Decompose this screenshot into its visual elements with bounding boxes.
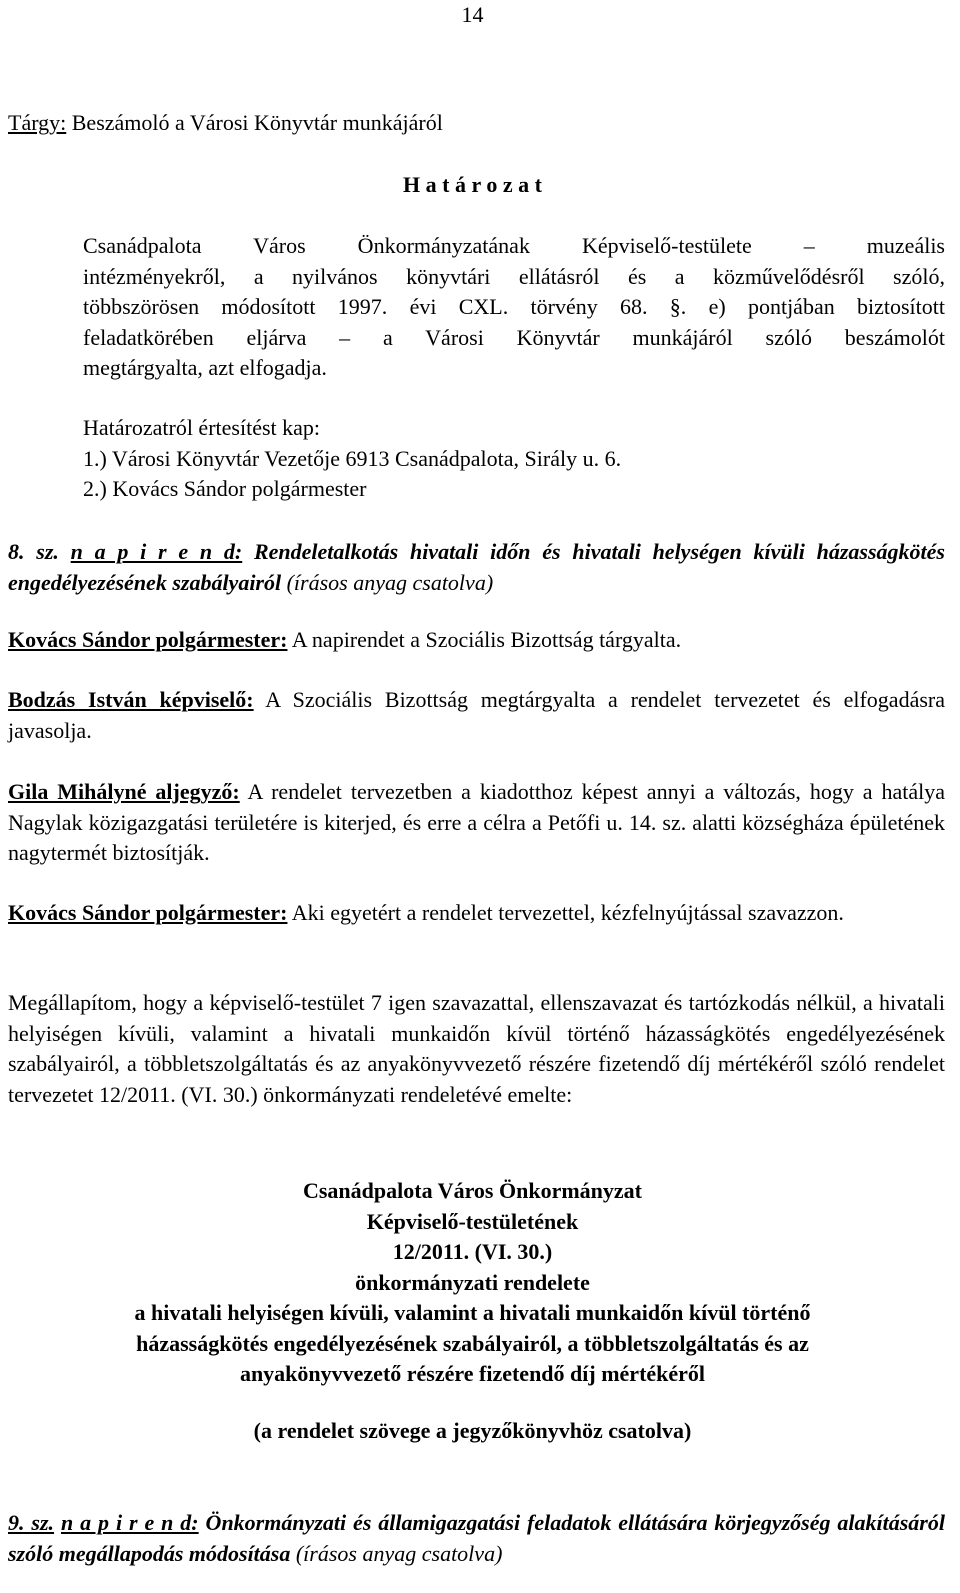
speaker-statement (8, 777, 945, 869)
decree-line: Csanádpalota Város Önkormányzat (302, 1178, 642, 1203)
speaker-text: Aki egyetért a rendelet tervezettel, kézfelnyújtással szavazzon. (287, 900, 844, 925)
speaker-name: Kovács Sándor polgármester: (8, 900, 288, 925)
decree-line: Képviselő-testületének (366, 1208, 579, 1234)
speaker-statement (8, 685, 945, 746)
decree-line: a hivatali helyiségen kívüli, valamint a hivatali munkaidőn kívül történő (134, 1300, 811, 1325)
decree-line: 12/2011. (VI. 30.) (392, 1239, 553, 1264)
agenda-label: n a p i r e n d: (70, 539, 243, 564)
agenda-number: 8. sz. (8, 539, 71, 564)
speaker-text: A rendelet tervezetben a kiadotthoz képest annyi a változás, hogy a hatálya Nagylak közigazgatási területére is kiterjed, és erre a célra a Petőfi u. 14. sz. alatti községháza épületének nagytermét biztosítják. (8, 779, 945, 865)
agenda-title: Rendeletalkotás hivatali időn és hivatali helységen kívüli házasságkötés engedélyezésének szabályairól (8, 539, 945, 595)
agenda-note: (írásos anyag csatolva) (281, 569, 494, 595)
speaker-name: Kovács Sándor polgármester: (8, 627, 288, 652)
notification-item: 2.) Kovács Sándor polgármester (83, 476, 367, 501)
speaker-statement (8, 898, 945, 929)
vote-result: Megállapítom, hogy a képviselő-testület 7 igen szavazattal, ellenszavazat és tartózkodás nélkül, a hivatali helyiségen kívüli, valamint a hivatali munkaidőn kívül történő házasságkötés engedélyezésének szabályairól, a többletszolgáltatás és az anyakönyvvezető részére fizetendő díj mértékéről szóló rendelet tervezetet 12/2011. (VI. 30.) önkormányzati rendeletévé emelte: (8, 990, 945, 1107)
speaker-name: Bodzás István képviselő: (8, 687, 254, 712)
page-number: 14 (461, 2, 484, 27)
agenda-title: Önkormányzati és államigazgatási feladatok ellátására körjegyzőség alakításáról szóló megállapodás módosítása (8, 1510, 945, 1566)
notification-list (83, 413, 945, 505)
decision-line: Csanádpalota Város Önkormányzatának Képviselő-testülete – muzeális (83, 233, 945, 258)
agenda-item-9 (8, 1508, 945, 1569)
decision-text (83, 231, 945, 384)
decree-line: önkormányzati rendelete (355, 1269, 590, 1295)
decision-line: többszörösen módosított 1997. évi CXL. törvény 68. §. e) pontjában biztosított (83, 294, 945, 319)
subject-line (8, 110, 443, 136)
notification-item: 1.) Városi Könyvtár Vezetője 6913 Csanádpalota, Sirály u. 6. (83, 445, 622, 471)
decision-heading: H a t á r o z a t (403, 172, 542, 197)
decree-title (0, 1176, 945, 1390)
agenda-item-8 (8, 537, 945, 598)
agenda-number: 9. sz. (8, 1510, 55, 1535)
decree-line: házasságkötés engedélyezésének szabályairól, a többletszolgáltatás és az (136, 1330, 809, 1356)
speaker-text: A napirendet a Szociális Bizottság tárgyalta. (287, 627, 682, 652)
speaker-statement (8, 625, 945, 656)
decision-line: megtárgyalta, azt elfogadja. (83, 355, 327, 380)
decree-line: anyakönyvvezető részére fizetendő díj mértékéről (239, 1361, 706, 1386)
decree-attachment-note: (a rendelet szövege a jegyzőkönyvhöz csatolva) (253, 1418, 692, 1443)
subject-text: Beszámoló a Városi Könyvtár munkájáról (66, 110, 443, 135)
notification-title: Határozatról értesítést kap: (83, 415, 321, 440)
speaker-name: Gila Mihályné aljegyző: (8, 779, 240, 804)
speaker-text: A Szociális Bizottság megtárgyalta a rendelet tervezetet és elfogadásra javasolja. (8, 687, 945, 743)
subject-label: Tárgy: (8, 110, 67, 135)
decision-line: feladatkörében eljárva – a Városi Könyvtár munkájáról szóló beszámolót (83, 324, 945, 350)
agenda-label: n a p i r e n d: (60, 1510, 199, 1535)
agenda-note: (írásos anyag csatolva) (290, 1540, 503, 1566)
decision-line: intézményekről, a nyilvános könyvtári ellátásról és a közművelődésről szóló, (83, 263, 945, 289)
